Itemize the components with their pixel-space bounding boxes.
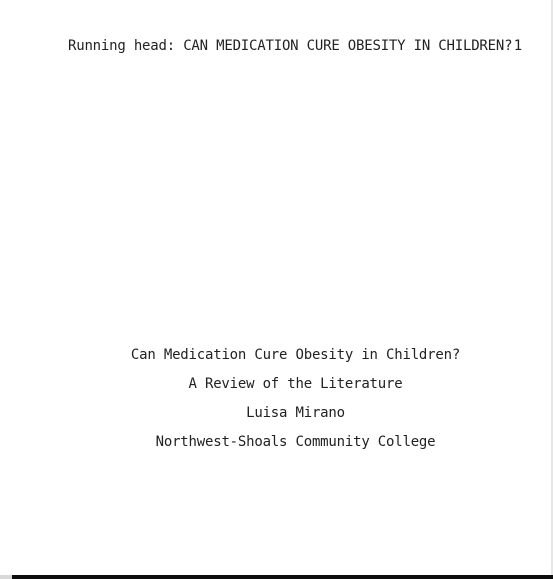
horizontal-scrollbar[interactable] xyxy=(12,575,553,579)
page-header xyxy=(68,38,528,58)
author-name: Luisa Mirano xyxy=(246,405,345,421)
page-number: 1 xyxy=(513,38,522,54)
title-block xyxy=(0,344,553,460)
paper-title: Can Medication Cure Obesity in Children? xyxy=(130,347,461,363)
institution-name: Northwest-Shoals Community College xyxy=(155,434,436,450)
running-head: Running head: CAN MEDICATION CURE OBESITY IN CHILDREN? xyxy=(68,38,513,54)
scrollbar-track xyxy=(0,575,12,579)
paper-subtitle: A Review of the Literature xyxy=(188,376,403,392)
